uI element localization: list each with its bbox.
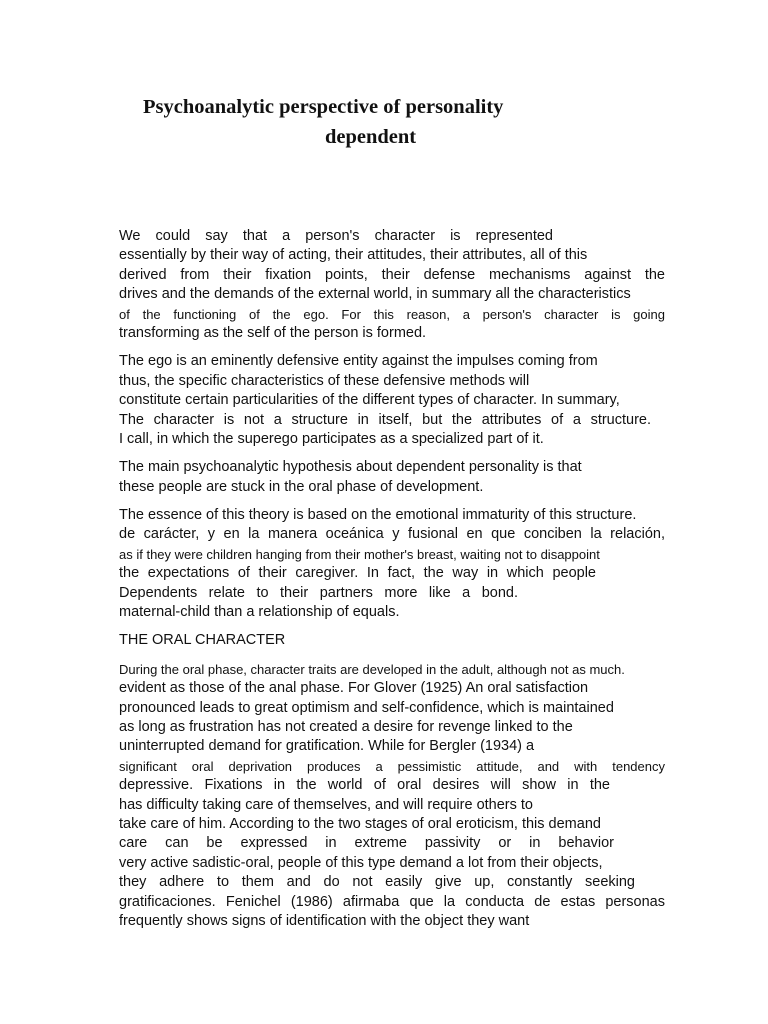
section-heading-text: THE ORAL CHARACTER [119,632,286,649]
text-line: evident as those of the anal phase. For Glover (1925) An oral satisfaction [119,680,589,697]
text-line: significant oral deprivation produces a pessimistic attitude, and with tendency [119,758,665,774]
text-line: The ego is an eminently defensive entity against the impulses coming from [119,353,598,370]
text-line: The essence of this theory is based on the emotional immaturity of this structure. [119,507,637,524]
text-line: derived from their fixation points, their defense mechanisms against the [119,266,665,283]
text-line: drives and the demands of the external world, in summary all the characteristics [119,286,631,303]
text-line: de carácter, y en la manera oceánica y fusional en que conciben la relación, [119,526,665,543]
text-line: frequently shows signs of identification with the object they want [119,912,530,929]
text-line: maternal-child than a relationship of equals. [119,604,400,621]
text-line: they adhere to them and do not easily give up, constantly seeking [119,874,635,891]
paragraph-character [119,227,665,343]
text-line: as if they were children hanging from their mother's breast, waiting not to disappoint [119,546,600,562]
text-line: very active sadistic-oral, people of this type demand a lot from their objects, [119,854,603,871]
document-page: Psychoanalytic perspective of personality dependent We could say that a person's character is represented essentially by their way of acting, their attitudes, their attributes, all of this derived from their fixation points, their defense mechanisms against the drives and the demands of the external world, in summary all the characteristics of the functioning of the ego. For this reason, a person's character is going transforming as the self of the person is formed. The ego is an eminently defensive entity against the impulses coming from thus, the specific characteristics of these defensive methods will constitute certain particularities of the different types of character. In summary, The character is not a structure in itself, but the attributes of a structure. I call, in which the superego participates as a specialized part of it. The main psychoanalytic hypothesis about dependent personality is that these people are stuck in the oral phase of development. The essence of this theory is based on the emotional immaturity of this structure. de carácter, y en la manera oceánica y fusional en que conciben la relación, as if they were children hanging from their mother's breast, waiting not to disappoint the expectations of their caregiver. In fact, the way in which people Dependents relate to their partners more like a bond. maternal-child than a relationship of equals. THE ORAL CHARACTER During the oral phase, character traits are developed in the adult, although not as much. evident as those of the anal phase. For Glover (1925) An oral satisfaction pronounced leads to great optimism and self-confidence, which is maintained as long as frustration has not created a desire for revenge linked to the uninterrupted demand for gratification. While for Bergler (1934) a significant oral deprivation produces a pessimistic attitude, and with tendency depressive. Fixations in the world of oral desires will show in the has difficulty taking care of themselves, and will require others to take care of him. According to the two stages of oral eroticism, this demand care can be expressed in extreme passivity or in behavior very active sadistic-oral, people of this type demand a lot from their objects, they adhere to them and do not easily give up, constantly seeking gratificaciones. Fenichel (1986) afirmaba que la conducta de estas personas frequently shows signs of identification with the object they want [0,0,768,1024]
text-line: essentially by their way of acting, their attitudes, their attributes, all of this [119,247,588,264]
text-line: We could say that a person's character is represented [119,228,553,244]
text-line: the expectations of their caregiver. In fact, the way in which people [119,565,596,582]
text-line: these people are stuck in the oral phase of development. [119,478,484,495]
section-heading [119,631,665,650]
text-line: thus, the specific characteristics of these defensive methods will [119,372,530,389]
text-line: gratificaciones. Fenichel (1986) afirmaba que la conducta de estas personas [119,893,665,910]
document-body [119,227,665,940]
text-line: of the functioning of the ego. For this reason, a person's character is going [119,306,665,322]
text-line: I call, in which the superego participates as a specialized part of it. [119,430,544,447]
text-line: Dependents relate to their partners more like a bond. [119,584,518,601]
text-line: The character is not a structure in itself, but the attributes of a structure. [119,411,651,428]
paragraph-hypothesis [119,458,665,497]
text-line: constitute certain particularities of the different types of character. In summary, [119,392,620,409]
text-line: During the oral phase, character traits are developed in the adult, although not as much. [119,661,625,677]
text-line: has difficulty taking care of themselves, and will require others to [119,796,533,813]
text-line: take care of him. According to the two stages of oral eroticism, this demand [119,815,601,832]
text-line: The main psychoanalytic hypothesis about dependent personality is that [119,459,582,476]
text-line: pronounced leads to great optimism and self-confidence, which is maintained [119,699,614,716]
text-line: care can be expressed in extreme passivity or in behavior [119,835,614,852]
paragraph-essence [119,506,665,622]
text-line: uninterrupted demand for gratification. While for Bergler (1934) a [119,738,535,755]
text-line: transforming as the self of the person is formed. [119,324,427,341]
paragraph-oral-character [119,660,665,931]
paragraph-ego [119,352,665,449]
text-line: depressive. Fixations in the world of oral desires will show in the [119,777,610,794]
text-line: as long as frustration has not created a desire for revenge linked to the [119,718,573,735]
